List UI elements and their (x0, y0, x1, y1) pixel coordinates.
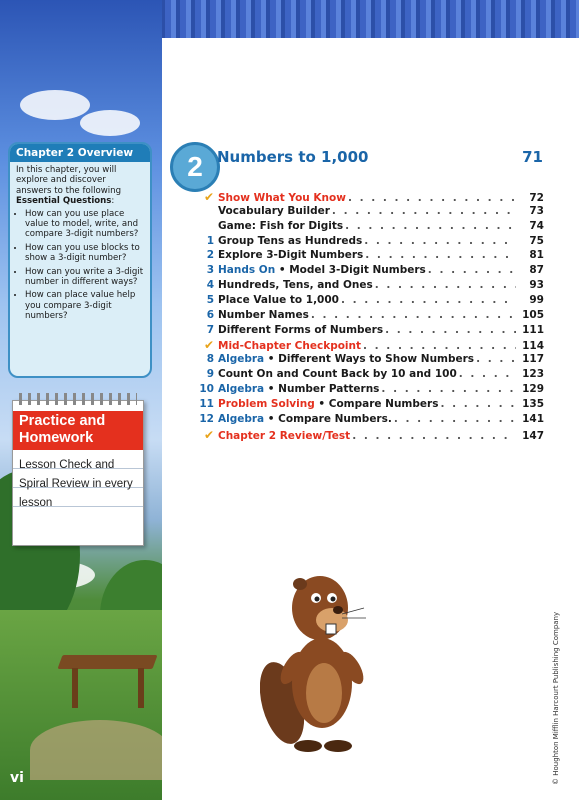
toc-title (218, 324, 383, 336)
toc-page: 117 (522, 353, 544, 366)
toc-title-text: • Model 3-Digit Numbers (275, 264, 426, 277)
toc-page: 73 (529, 204, 544, 217)
dot-leader (379, 383, 516, 395)
toc-title-text: • Number Patterns (264, 382, 380, 395)
toc-title (218, 249, 363, 261)
toc-title (218, 353, 474, 365)
toc-title (218, 413, 392, 425)
chapter-overview-box (8, 142, 152, 378)
toc-page: 105 (522, 308, 544, 321)
toc-page: 87 (529, 264, 544, 277)
toc-title (218, 430, 350, 442)
toc-title-text: • Compare Numbers (314, 397, 439, 410)
toc-row[interactable] (192, 338, 544, 353)
toc-page: 147 (522, 429, 544, 442)
toc-title-text: Mid-Chapter Checkpoint (218, 340, 362, 353)
toc-title (218, 398, 438, 410)
dot-leader (339, 294, 516, 306)
toc-title-text: Game: Fish for Digits (218, 219, 344, 232)
toc-page: 141 (522, 412, 544, 425)
question-item: • How can place value help you compare 3-digit numbers? (25, 290, 144, 321)
toc-title-text: Group Tens as Hundreds (218, 234, 363, 247)
toc-page: 75 (529, 234, 544, 247)
toc-row[interactable] (192, 324, 544, 339)
practice-body: Lesson Check and Spiral Review in every lesson (13, 450, 143, 519)
toc-row[interactable] (192, 353, 544, 368)
toc-page: 99 (529, 293, 544, 306)
notepad-rings (19, 393, 137, 405)
dot-leader (346, 192, 516, 204)
toc-row[interactable] (192, 279, 544, 294)
lesson-number: 8 (206, 353, 214, 366)
dot-leader (361, 340, 516, 352)
overview-intro: In this chapter, you will explore and discover answers to the following (16, 165, 122, 196)
toc-row[interactable] (192, 249, 544, 264)
lesson-number: 7 (206, 323, 214, 336)
toc-row[interactable] (192, 368, 544, 383)
toc-title-text: Place Value to 1,000 (218, 293, 339, 306)
toc-row[interactable] (192, 383, 544, 398)
toc-page: 129 (522, 382, 544, 395)
chapter-page: 71 (522, 148, 543, 166)
toc-title (218, 340, 361, 352)
overview-body (10, 162, 150, 328)
toc-title (218, 279, 373, 291)
dot-leader (392, 413, 516, 425)
toc-title (218, 264, 426, 276)
question-item: • How can you use blocks to show a 3-digit number? (25, 243, 144, 264)
toc-prefix: Algebra (218, 353, 265, 366)
toc-title (218, 383, 379, 395)
toc-page: 93 (529, 279, 544, 292)
overview-intro-bold: Essential Questions (16, 196, 112, 207)
practice-title: Practice and Homework (13, 411, 143, 450)
toc-title-text: Show What You Know (218, 192, 346, 204)
toc-prefix: Algebra (218, 412, 265, 425)
toc-row[interactable] (192, 398, 544, 413)
toc-page: 123 (522, 368, 544, 381)
dot-leader (330, 205, 516, 217)
toc-row[interactable] (192, 205, 544, 220)
dot-leader (373, 279, 516, 291)
dot-leader (457, 368, 516, 380)
toc-title (218, 309, 309, 321)
toc-title-text: Chapter 2 Review/Test (218, 429, 351, 442)
question-item: • How can you use place value to model, write, and compare 3-digit numbers? (25, 209, 144, 240)
toc-prefix: Algebra (218, 382, 265, 395)
toc-page: 114 (522, 340, 544, 353)
toc-page: 74 (529, 219, 544, 232)
toc-title-text: Number Names (218, 308, 309, 321)
lesson-number: 9 (206, 368, 214, 381)
toc-row[interactable] (192, 413, 544, 428)
toc-title-text: Count On and Count Back by 10 and 100 (218, 368, 457, 381)
toc-page: 135 (522, 397, 544, 410)
dot-leader (362, 235, 516, 247)
toc-title-text: • Different Ways to Show Numbers (264, 353, 475, 366)
toc-prefix: Hands On (218, 264, 276, 277)
toc-title-text: Vocabulary Builder (218, 204, 330, 217)
lesson-number: 10 (199, 382, 214, 395)
lesson-number: 2 (206, 249, 214, 262)
toc-title-text: Hundreds, Tens, and Ones (218, 279, 373, 292)
checkmark-icon: ✔ (203, 338, 214, 353)
toc-title-text: • Compare Numbers. (264, 412, 392, 425)
toc-title (218, 205, 330, 217)
toc-row[interactable] (192, 309, 544, 324)
checkmark-icon: ✔ (203, 427, 214, 442)
toc-page: 72 (529, 192, 544, 204)
dot-leader (438, 398, 516, 410)
lesson-number: 6 (206, 308, 214, 321)
dot-leader (426, 264, 516, 276)
dot-leader (309, 309, 516, 321)
page-number: vi (10, 770, 24, 786)
toc-title (218, 368, 457, 380)
lesson-number: 5 (206, 293, 214, 306)
toc-title (218, 192, 346, 204)
lesson-number: 3 (206, 264, 214, 277)
dot-leader (383, 324, 516, 336)
lesson-number: 11 (199, 397, 214, 410)
dot-leader (343, 220, 516, 232)
side-illustration (0, 0, 162, 800)
toc-page: 111 (522, 323, 544, 336)
toc-row[interactable] (192, 294, 544, 309)
lesson-number: 12 (199, 412, 214, 425)
copyright-notice: © Houghton Mifflin Harcourt Publishing Company (552, 611, 560, 785)
toc-row[interactable] (192, 235, 544, 250)
essential-questions-list (16, 209, 144, 322)
checkmark-icon: ✔ (203, 190, 214, 204)
table-of-contents (192, 190, 544, 442)
question-item: • How can you write a 3-digit number in different ways? (25, 267, 144, 288)
toc-prefix: Problem Solving (218, 397, 315, 410)
toc-row[interactable] (192, 220, 544, 235)
toc-row[interactable] (192, 190, 544, 205)
toc-title (218, 294, 339, 306)
beaver-mascot (260, 568, 370, 758)
chapter-number-badge: 2 (170, 142, 220, 192)
chapter-title[interactable]: Numbers to 1,000 (217, 148, 369, 166)
toc-row[interactable] (192, 428, 544, 443)
toc-title (218, 235, 362, 247)
overview-intro-end: : (111, 196, 115, 207)
lesson-number: 4 (206, 279, 214, 292)
practice-homework-notepad (12, 400, 144, 546)
dot-leader (350, 430, 516, 442)
overview-title: Chapter 2 Overview (10, 144, 150, 162)
dot-leader (363, 249, 516, 261)
toc-title-text: Explore 3-Digit Numbers (218, 249, 364, 262)
toc-row[interactable] (192, 264, 544, 279)
toc-title-text: Different Forms of Numbers (218, 323, 384, 336)
toc-page: 81 (529, 249, 544, 262)
dot-leader (474, 353, 516, 365)
lesson-number: 1 (206, 234, 214, 247)
toc-title (218, 220, 343, 232)
picnic-table (57, 655, 157, 669)
